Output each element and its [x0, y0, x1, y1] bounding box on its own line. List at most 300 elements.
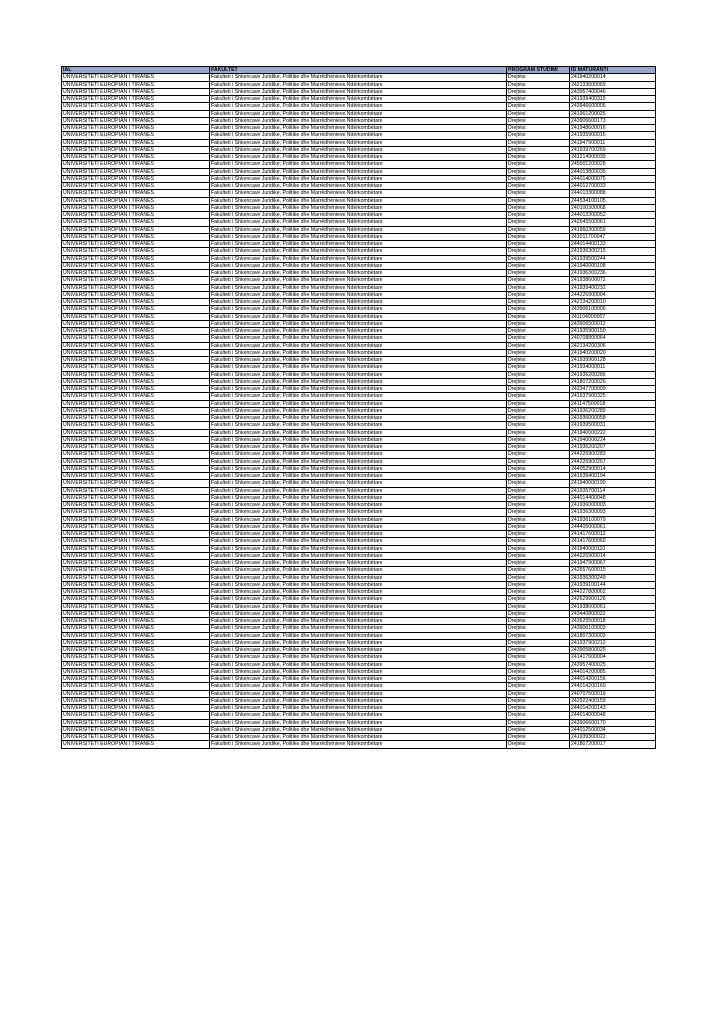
cell-id-maturanti[interactable]: 241936300093: [570, 509, 656, 516]
cell-ial[interactable]: UNIVERSITETI EUROPIAN I TIRANËS: [62, 676, 210, 683]
cell-program-studimi[interactable]: Drejtësi: [507, 226, 570, 233]
cell-id-maturanti[interactable]: 241940200020: [570, 349, 656, 356]
cell-id-maturanti[interactable]: 242133600069: [570, 81, 656, 88]
cell-ial[interactable]: UNIVERSITETI EUROPIAN I TIRANËS: [62, 516, 210, 523]
cell-id-maturanti[interactable]: 241939300022: [570, 734, 656, 741]
cell-ial[interactable]: UNIVERSITETI EUROPIAN I TIRANËS: [62, 625, 210, 632]
cell-ial[interactable]: UNIVERSITETI EUROPIAN I TIRANËS: [62, 480, 210, 487]
cell-program-studimi[interactable]: Drejtësi: [507, 494, 570, 501]
cell-fakultet[interactable]: Fakulteti i Shkencave Juridike, Politike dhe Marrëdhënieve Ndërkombëtare: [210, 306, 507, 313]
cell-program-studimi[interactable]: Drejtësi: [507, 451, 570, 458]
cell-id-maturanti[interactable]: 245001200028: [570, 161, 656, 168]
cell-program-studimi[interactable]: Drejtësi: [507, 146, 570, 153]
cell-id-maturanti[interactable]: 243957400025: [570, 661, 656, 668]
cell-id-maturanti[interactable]: 244014200160: [570, 683, 656, 690]
cell-fakultet[interactable]: Fakulteti i Shkencave Juridike, Politike dhe Marrëdhënieve Ndërkombëtare: [210, 277, 507, 284]
cell-program-studimi[interactable]: Drejtësi: [507, 219, 570, 226]
cell-fakultet[interactable]: Fakulteti i Shkencave Juridike, Politike dhe Marrëdhënieve Ndërkombëtare: [210, 473, 507, 480]
cell-id-maturanti[interactable]: 243625500018: [570, 618, 656, 625]
cell-fakultet[interactable]: Fakulteti i Shkencave Juridike, Politike dhe Marrëdhënieve Ndërkombëtare: [210, 313, 507, 320]
cell-ial[interactable]: UNIVERSITETI EUROPIAN I TIRANËS: [62, 415, 210, 422]
cell-id-maturanti[interactable]: 241807300003: [570, 632, 656, 639]
cell-id-maturanti[interactable]: 244052900014: [570, 465, 656, 472]
cell-program-studimi[interactable]: Drejtësi: [507, 560, 570, 567]
cell-program-studimi[interactable]: Drejtësi: [507, 407, 570, 414]
cell-id-maturanti[interactable]: 240707500019: [570, 690, 656, 697]
cell-program-studimi[interactable]: Drejtësi: [507, 161, 570, 168]
cell-fakultet[interactable]: Fakulteti i Shkencave Juridike, Politike dhe Marrëdhënieve Ndërkombëtare: [210, 429, 507, 436]
cell-id-maturanti[interactable]: 241937900212: [570, 639, 656, 646]
cell-fakultet[interactable]: Fakulteti i Shkencave Juridike, Politike dhe Marrëdhënieve Ndërkombëtare: [210, 610, 507, 617]
cell-ial[interactable]: UNIVERSITETI EUROPIAN I TIRANËS: [62, 255, 210, 262]
cell-id-maturanti[interactable]: 244014200085: [570, 668, 656, 675]
cell-program-studimi[interactable]: Drejtësi: [507, 705, 570, 712]
cell-fakultet[interactable]: Fakulteti i Shkencave Juridike, Politike dhe Marrëdhënieve Ndërkombëtare: [210, 618, 507, 625]
cell-ial[interactable]: UNIVERSITETI EUROPIAN I TIRANËS: [62, 393, 210, 400]
cell-id-maturanti[interactable]: 241939900128: [570, 357, 656, 364]
cell-ial[interactable]: UNIVERSITETI EUROPIAN I TIRANËS: [62, 88, 210, 95]
cell-ial[interactable]: UNIVERSITETI EUROPIAN I TIRANËS: [62, 154, 210, 161]
cell-id-maturanti[interactable]: 242629900126: [570, 596, 656, 603]
cell-fakultet[interactable]: Fakulteti i Shkencave Juridike, Politike dhe Marrëdhënieve Ndërkombëtare: [210, 639, 507, 646]
cell-id-maturanti[interactable]: 241948600016: [570, 125, 656, 132]
cell-ial[interactable]: UNIVERSITETI EUROPIAN I TIRANËS: [62, 132, 210, 139]
cell-ial[interactable]: UNIVERSITETI EUROPIAN I TIRANËS: [62, 386, 210, 393]
cell-program-studimi[interactable]: Drejtësi: [507, 639, 570, 646]
cell-fakultet[interactable]: Fakulteti i Shkencave Juridike, Politike dhe Marrëdhënieve Ndërkombëtare: [210, 139, 507, 146]
cell-program-studimi[interactable]: Drejtësi: [507, 422, 570, 429]
cell-program-studimi[interactable]: Drejtësi: [507, 661, 570, 668]
cell-fakultet[interactable]: Fakulteti i Shkencave Juridike, Politike dhe Marrëdhënieve Ndërkombëtare: [210, 88, 507, 95]
cell-ial[interactable]: UNIVERSITETI EUROPIAN I TIRANËS: [62, 726, 210, 733]
cell-fakultet[interactable]: Fakulteti i Shkencave Juridike, Politike dhe Marrëdhënieve Ndërkombëtare: [210, 596, 507, 603]
cell-ial[interactable]: UNIVERSITETI EUROPIAN I TIRANËS: [62, 632, 210, 639]
cell-id-maturanti[interactable]: 244014200143: [570, 705, 656, 712]
cell-fakultet[interactable]: Fakulteti i Shkencave Juridike, Politike dhe Marrëdhënieve Ndërkombëtare: [210, 154, 507, 161]
cell-fakultet[interactable]: Fakulteti i Shkencave Juridike, Politike dhe Marrëdhënieve Ndërkombëtare: [210, 523, 507, 530]
cell-fakultet[interactable]: Fakulteti i Shkencave Juridike, Politike dhe Marrëdhënieve Ndërkombëtare: [210, 190, 507, 197]
cell-program-studimi[interactable]: Drejtësi: [507, 393, 570, 400]
cell-program-studimi[interactable]: Drejtësi: [507, 154, 570, 161]
cell-fakultet[interactable]: Fakulteti i Shkencave Juridike, Politike dhe Marrëdhënieve Ndërkombëtare: [210, 494, 507, 501]
cell-ial[interactable]: UNIVERSITETI EUROPIAN I TIRANËS: [62, 523, 210, 530]
cell-fakultet[interactable]: Fakulteti i Shkencave Juridike, Politike dhe Marrëdhënieve Ndërkombëtare: [210, 407, 507, 414]
cell-id-maturanti[interactable]: 241417600060: [570, 538, 656, 545]
cell-fakultet[interactable]: Fakulteti i Shkencave Juridike, Politike dhe Marrëdhënieve Ndërkombëtare: [210, 81, 507, 88]
cell-program-studimi[interactable]: Drejtësi: [507, 734, 570, 741]
cell-ial[interactable]: UNIVERSITETI EUROPIAN I TIRANËS: [62, 465, 210, 472]
cell-ial[interactable]: UNIVERSITETI EUROPIAN I TIRANËS: [62, 697, 210, 704]
cell-program-studimi[interactable]: Drejtësi: [507, 458, 570, 465]
cell-id-maturanti[interactable]: 240100300068: [570, 204, 656, 211]
cell-program-studimi[interactable]: Drejtësi: [507, 632, 570, 639]
cell-fakultet[interactable]: Fakulteti i Shkencave Juridike, Politike dhe Marrëdhënieve Ndërkombëtare: [210, 487, 507, 494]
cell-ial[interactable]: UNIVERSITETI EUROPIAN I TIRANËS: [62, 313, 210, 320]
cell-id-maturanti[interactable]: 243905800025: [570, 647, 656, 654]
column-header-program-studimi[interactable]: PROGRAM STUDIMI: [507, 67, 570, 74]
cell-id-maturanti[interactable]: 241936200289: [570, 407, 656, 414]
cell-program-studimi[interactable]: Drejtësi: [507, 596, 570, 603]
cell-program-studimi[interactable]: Drejtësi: [507, 197, 570, 204]
cell-program-studimi[interactable]: Drejtësi: [507, 726, 570, 733]
cell-fakultet[interactable]: Fakulteti i Shkencave Juridike, Politike dhe Marrëdhënieve Ndërkombëtare: [210, 183, 507, 190]
cell-program-studimi[interactable]: Drejtësi: [507, 168, 570, 175]
cell-ial[interactable]: UNIVERSITETI EUROPIAN I TIRANËS: [62, 349, 210, 356]
cell-id-maturanti[interactable]: 243957400046: [570, 88, 656, 95]
cell-program-studimi[interactable]: Drejtësi: [507, 480, 570, 487]
cell-id-maturanti[interactable]: 241936200286: [570, 371, 656, 378]
cell-id-maturanti[interactable]: 241936300249: [570, 574, 656, 581]
cell-program-studimi[interactable]: Drejtësi: [507, 364, 570, 371]
cell-ial[interactable]: UNIVERSITETI EUROPIAN I TIRANËS: [62, 487, 210, 494]
cell-id-maturanti[interactable]: 241935900015: [570, 132, 656, 139]
cell-fakultet[interactable]: Fakulteti i Shkencave Juridike, Politike dhe Marrëdhënieve Ndërkombëtare: [210, 161, 507, 168]
cell-ial[interactable]: UNIVERSITETI EUROPIAN I TIRANËS: [62, 567, 210, 574]
cell-fakultet[interactable]: Fakulteti i Shkencave Juridike, Politike dhe Marrëdhënieve Ndërkombëtare: [210, 458, 507, 465]
cell-ial[interactable]: UNIVERSITETI EUROPIAN I TIRANËS: [62, 531, 210, 538]
cell-ial[interactable]: UNIVERSITETI EUROPIAN I TIRANËS: [62, 502, 210, 509]
cell-fakultet[interactable]: Fakulteti i Shkencave Juridike, Politike dhe Marrëdhënieve Ndërkombëtare: [210, 270, 507, 277]
cell-ial[interactable]: UNIVERSITETI EUROPIAN I TIRANËS: [62, 197, 210, 204]
cell-fakultet[interactable]: Fakulteti i Shkencave Juridike, Politike dhe Marrëdhënieve Ndërkombëtare: [210, 378, 507, 385]
cell-id-maturanti[interactable]: 244014000075: [570, 175, 656, 182]
cell-fakultet[interactable]: Fakulteti i Shkencave Juridike, Politike dhe Marrëdhënieve Ndërkombëtare: [210, 328, 507, 335]
cell-id-maturanti[interactable]: 244226900283: [570, 451, 656, 458]
cell-program-studimi[interactable]: Drejtësi: [507, 88, 570, 95]
cell-program-studimi[interactable]: Drejtësi: [507, 328, 570, 335]
cell-id-maturanti[interactable]: 241936300215: [570, 248, 656, 255]
cell-id-maturanti[interactable]: 244014400133: [570, 241, 656, 248]
cell-fakultet[interactable]: Fakulteti i Shkencave Juridike, Politike dhe Marrëdhënieve Ndërkombëtare: [210, 212, 507, 219]
cell-id-maturanti[interactable]: 241936100079: [570, 516, 656, 523]
cell-fakultet[interactable]: Fakulteti i Shkencave Juridike, Politike dhe Marrëdhënieve Ndërkombëtare: [210, 538, 507, 545]
cell-id-maturanti[interactable]: 241937900325: [570, 393, 656, 400]
cell-program-studimi[interactable]: Drejtësi: [507, 473, 570, 480]
cell-fakultet[interactable]: Fakulteti i Shkencave Juridike, Politike dhe Marrëdhënieve Ndërkombëtare: [210, 226, 507, 233]
cell-program-studimi[interactable]: Drejtësi: [507, 625, 570, 632]
cell-program-studimi[interactable]: Drejtësi: [507, 719, 570, 726]
cell-ial[interactable]: UNIVERSITETI EUROPIAN I TIRANËS: [62, 364, 210, 371]
cell-fakultet[interactable]: Fakulteti i Shkencave Juridike, Politike dhe Marrëdhënieve Ndërkombëtare: [210, 465, 507, 472]
cell-fakultet[interactable]: Fakulteti i Shkencave Juridike, Politike dhe Marrëdhënieve Ndërkombëtare: [210, 480, 507, 487]
cell-program-studimi[interactable]: Drejtësi: [507, 212, 570, 219]
cell-ial[interactable]: UNIVERSITETI EUROPIAN I TIRANËS: [62, 299, 210, 306]
cell-id-maturanti[interactable]: 241939700269: [570, 146, 656, 153]
cell-ial[interactable]: UNIVERSITETI EUROPIAN I TIRANËS: [62, 328, 210, 335]
cell-id-maturanti[interactable]: 241807200026: [570, 378, 656, 385]
cell-program-studimi[interactable]: Drejtësi: [507, 676, 570, 683]
cell-ial[interactable]: UNIVERSITETI EUROPIAN I TIRANËS: [62, 610, 210, 617]
cell-id-maturanti[interactable]: 243906100003: [570, 625, 656, 632]
cell-program-studimi[interactable]: Drejtësi: [507, 81, 570, 88]
cell-program-studimi[interactable]: Drejtësi: [507, 74, 570, 81]
cell-program-studimi[interactable]: Drejtësi: [507, 277, 570, 284]
cell-fakultet[interactable]: Fakulteti i Shkencave Juridike, Politike dhe Marrëdhënieve Ndërkombëtare: [210, 436, 507, 443]
cell-ial[interactable]: UNIVERSITETI EUROPIAN I TIRANËS: [62, 552, 210, 559]
cell-id-maturanti[interactable]: 241417600004: [570, 654, 656, 661]
cell-id-maturanti[interactable]: 242134200306: [570, 342, 656, 349]
cell-ial[interactable]: UNIVERSITETI EUROPIAN I TIRANËS: [62, 473, 210, 480]
cell-ial[interactable]: UNIVERSITETI EUROPIAN I TIRANËS: [62, 117, 210, 124]
column-header-id-maturanti[interactable]: ID MATURANTI: [570, 67, 656, 74]
cell-id-maturanti[interactable]: 241940000222: [570, 429, 656, 436]
cell-ial[interactable]: UNIVERSITETI EUROPIAN I TIRANËS: [62, 183, 210, 190]
cell-program-studimi[interactable]: Drejtësi: [507, 603, 570, 610]
cell-program-studimi[interactable]: Drejtësi: [507, 204, 570, 211]
cell-id-maturanti[interactable]: 241936000058: [570, 415, 656, 422]
cell-ial[interactable]: UNIVERSITETI EUROPIAN I TIRANËS: [62, 509, 210, 516]
cell-fakultet[interactable]: Fakulteti i Shkencave Juridike, Politike dhe Marrëdhënieve Ndërkombëtare: [210, 342, 507, 349]
cell-ial[interactable]: UNIVERSITETI EUROPIAN I TIRANËS: [62, 161, 210, 168]
cell-id-maturanti[interactable]: 241934000011: [570, 364, 656, 371]
cell-id-maturanti[interactable]: 241936200207: [570, 444, 656, 451]
cell-ial[interactable]: UNIVERSITETI EUROPIAN I TIRANËS: [62, 335, 210, 342]
cell-program-studimi[interactable]: Drejtësi: [507, 502, 570, 509]
cell-ial[interactable]: UNIVERSITETI EUROPIAN I TIRANËS: [62, 596, 210, 603]
column-header-ial[interactable]: IAL: [62, 67, 210, 74]
cell-program-studimi[interactable]: Drejtësi: [507, 415, 570, 422]
cell-ial[interactable]: UNIVERSITETI EUROPIAN I TIRANËS: [62, 212, 210, 219]
cell-ial[interactable]: UNIVERSITETI EUROPIAN I TIRANËS: [62, 342, 210, 349]
cell-id-maturanti[interactable]: 242645500061: [570, 219, 656, 226]
cell-program-studimi[interactable]: Drejtësi: [507, 110, 570, 117]
cell-program-studimi[interactable]: Drejtësi: [507, 654, 570, 661]
cell-ial[interactable]: UNIVERSITETI EUROPIAN I TIRANËS: [62, 219, 210, 226]
cell-fakultet[interactable]: Fakulteti i Shkencave Juridike, Politike dhe Marrëdhënieve Ndërkombëtare: [210, 697, 507, 704]
cell-fakultet[interactable]: Fakulteti i Shkencave Juridike, Politike dhe Marrëdhënieve Ndërkombëtare: [210, 654, 507, 661]
cell-fakultet[interactable]: Fakulteti i Shkencave Juridike, Politike dhe Marrëdhënieve Ndërkombëtare: [210, 741, 507, 748]
cell-fakultet[interactable]: Fakulteti i Shkencave Juridike, Politike dhe Marrëdhënieve Ndërkombëtare: [210, 603, 507, 610]
cell-program-studimi[interactable]: Drejtësi: [507, 183, 570, 190]
cell-id-maturanti[interactable]: 243906100006: [570, 306, 656, 313]
cell-id-maturanti[interactable]: 241936000003: [570, 502, 656, 509]
cell-fakultet[interactable]: Fakulteti i Shkencave Juridike, Politike dhe Marrëdhënieve Ndërkombëtare: [210, 683, 507, 690]
cell-ial[interactable]: UNIVERSITETI EUROPIAN I TIRANËS: [62, 661, 210, 668]
cell-program-studimi[interactable]: Drejtësi: [507, 291, 570, 298]
cell-program-studimi[interactable]: Drejtësi: [507, 741, 570, 748]
cell-program-studimi[interactable]: Drejtësi: [507, 618, 570, 625]
cell-id-maturanti[interactable]: 241940000108: [570, 262, 656, 269]
cell-ial[interactable]: UNIVERSITETI EUROPIAN I TIRANËS: [62, 125, 210, 132]
cell-fakultet[interactable]: Fakulteti i Shkencave Juridike, Politike dhe Marrëdhënieve Ndërkombëtare: [210, 625, 507, 632]
cell-id-maturanti[interactable]: 244405000061: [570, 523, 656, 530]
cell-ial[interactable]: UNIVERSITETI EUROPIAN I TIRANËS: [62, 618, 210, 625]
cell-fakultet[interactable]: Fakulteti i Shkencave Juridike, Politike dhe Marrëdhënieve Ndërkombëtare: [210, 74, 507, 81]
cell-ial[interactable]: UNIVERSITETI EUROPIAN I TIRANËS: [62, 668, 210, 675]
cell-id-maturanti[interactable]: 244014200156: [570, 676, 656, 683]
cell-ial[interactable]: UNIVERSITETI EUROPIAN I TIRANËS: [62, 400, 210, 407]
cell-fakultet[interactable]: Fakulteti i Shkencave Juridike, Politike dhe Marrëdhënieve Ndërkombëtare: [210, 364, 507, 371]
cell-id-maturanti[interactable]: 241960300059: [570, 226, 656, 233]
cell-id-maturanti[interactable]: 244013800035: [570, 168, 656, 175]
cell-fakultet[interactable]: Fakulteti i Shkencave Juridike, Politike dhe Marrëdhënieve Ndërkombëtare: [210, 110, 507, 117]
cell-fakultet[interactable]: Fakulteti i Shkencave Juridike, Politike dhe Marrëdhënieve Ndërkombëtare: [210, 103, 507, 110]
cell-ial[interactable]: UNIVERSITETI EUROPIAN I TIRANËS: [62, 248, 210, 255]
cell-id-maturanti[interactable]: 244227800062: [570, 589, 656, 596]
cell-fakultet[interactable]: Fakulteti i Shkencave Juridike, Politike dhe Marrëdhënieve Ndërkombëtare: [210, 320, 507, 327]
cell-ial[interactable]: UNIVERSITETI EUROPIAN I TIRANËS: [62, 603, 210, 610]
cell-ial[interactable]: UNIVERSITETI EUROPIAN I TIRANËS: [62, 458, 210, 465]
cell-ial[interactable]: UNIVERSITETI EUROPIAN I TIRANËS: [62, 233, 210, 240]
cell-ial[interactable]: UNIVERSITETI EUROPIAN I TIRANËS: [62, 103, 210, 110]
cell-program-studimi[interactable]: Drejtësi: [507, 444, 570, 451]
cell-ial[interactable]: UNIVERSITETI EUROPIAN I TIRANËS: [62, 291, 210, 298]
cell-program-studimi[interactable]: Drejtësi: [507, 96, 570, 103]
cell-fakultet[interactable]: Fakulteti i Shkencave Juridike, Politike dhe Marrëdhënieve Ndërkombëtare: [210, 96, 507, 103]
cell-ial[interactable]: UNIVERSITETI EUROPIAN I TIRANËS: [62, 378, 210, 385]
cell-id-maturanti[interactable]: 244014000048: [570, 712, 656, 719]
cell-program-studimi[interactable]: Drejtësi: [507, 241, 570, 248]
cell-id-maturanti[interactable]: 242922400159: [570, 697, 656, 704]
cell-fakultet[interactable]: Fakulteti i Shkencave Juridike, Politike dhe Marrëdhënieve Ndërkombëtare: [210, 349, 507, 356]
cell-ial[interactable]: UNIVERSITETI EUROPIAN I TIRANËS: [62, 734, 210, 741]
cell-program-studimi[interactable]: Drejtësi: [507, 690, 570, 697]
cell-fakultet[interactable]: Fakulteti i Shkencave Juridike, Politike dhe Marrëdhënieve Ndërkombëtare: [210, 386, 507, 393]
cell-program-studimi[interactable]: Drejtësi: [507, 103, 570, 110]
cell-program-studimi[interactable]: Drejtësi: [507, 190, 570, 197]
cell-ial[interactable]: UNIVERSITETI EUROPIAN I TIRANËS: [62, 226, 210, 233]
cell-fakultet[interactable]: Fakulteti i Shkencave Juridike, Politike dhe Marrëdhënieve Ndërkombëtare: [210, 255, 507, 262]
cell-program-studimi[interactable]: Drejtësi: [507, 335, 570, 342]
cell-fakultet[interactable]: Fakulteti i Shkencave Juridike, Politike dhe Marrëdhënieve Ndërkombëtare: [210, 117, 507, 124]
cell-id-maturanti[interactable]: 241935700114: [570, 487, 656, 494]
cell-id-maturanti[interactable]: 244226900014: [570, 552, 656, 559]
cell-id-maturanti[interactable]: 241147500018: [570, 400, 656, 407]
cell-id-maturanti[interactable]: 241011700047: [570, 233, 656, 240]
cell-id-maturanti[interactable]: 243906600173: [570, 117, 656, 124]
cell-fakultet[interactable]: Fakulteti i Shkencave Juridike, Politike dhe Marrëdhënieve Ndërkombëtare: [210, 132, 507, 139]
cell-fakultet[interactable]: Fakulteti i Shkencave Juridike, Politike dhe Marrëdhënieve Ndërkombëtare: [210, 712, 507, 719]
cell-fakultet[interactable]: Fakulteti i Shkencave Juridike, Politike dhe Marrëdhënieve Ndërkombëtare: [210, 676, 507, 683]
cell-ial[interactable]: UNIVERSITETI EUROPIAN I TIRANËS: [62, 407, 210, 414]
cell-fakultet[interactable]: Fakulteti i Shkencave Juridike, Politike dhe Marrëdhënieve Ndërkombëtare: [210, 284, 507, 291]
cell-ial[interactable]: UNIVERSITETI EUROPIAN I TIRANËS: [62, 110, 210, 117]
cell-fakultet[interactable]: Fakulteti i Shkencave Juridike, Politike dhe Marrëdhënieve Ndërkombëtare: [210, 509, 507, 516]
cell-ial[interactable]: UNIVERSITETI EUROPIAN I TIRANËS: [62, 436, 210, 443]
cell-ial[interactable]: UNIVERSITETI EUROPIAN I TIRANËS: [62, 683, 210, 690]
cell-ial[interactable]: UNIVERSITETI EUROPIAN I TIRANËS: [62, 741, 210, 748]
cell-id-maturanti[interactable]: 241939500031: [570, 422, 656, 429]
cell-fakultet[interactable]: Fakulteti i Shkencave Juridike, Politike dhe Marrëdhënieve Ndërkombëtare: [210, 668, 507, 675]
cell-program-studimi[interactable]: Drejtësi: [507, 117, 570, 124]
cell-id-maturanti[interactable]: 244226900267: [570, 458, 656, 465]
cell-ial[interactable]: UNIVERSITETI EUROPIAN I TIRANËS: [62, 74, 210, 81]
cell-id-maturanti[interactable]: 241935900150: [570, 328, 656, 335]
cell-program-studimi[interactable]: Drejtësi: [507, 270, 570, 277]
cell-program-studimi[interactable]: Drejtësi: [507, 538, 570, 545]
cell-program-studimi[interactable]: Drejtësi: [507, 429, 570, 436]
cell-program-studimi[interactable]: Drejtësi: [507, 465, 570, 472]
cell-fakultet[interactable]: Fakulteti i Shkencave Juridike, Politike dhe Marrëdhënieve Ndërkombëtare: [210, 204, 507, 211]
cell-fakultet[interactable]: Fakulteti i Shkencave Juridike, Politike dhe Marrëdhënieve Ndërkombëtare: [210, 291, 507, 298]
cell-ial[interactable]: UNIVERSITETI EUROPIAN I TIRANËS: [62, 589, 210, 596]
cell-ial[interactable]: UNIVERSITETI EUROPIAN I TIRANËS: [62, 719, 210, 726]
cell-id-maturanti[interactable]: 241214900039: [570, 154, 656, 161]
cell-fakultet[interactable]: Fakulteti i Shkencave Juridike, Politike dhe Marrëdhënieve Ndërkombëtare: [210, 552, 507, 559]
cell-fakultet[interactable]: Fakulteti i Shkencave Juridike, Politike dhe Marrëdhënieve Ndërkombëtare: [210, 574, 507, 581]
cell-ial[interactable]: UNIVERSITETI EUROPIAN I TIRANËS: [62, 545, 210, 552]
cell-ial[interactable]: UNIVERSITETI EUROPIAN I TIRANËS: [62, 444, 210, 451]
cell-program-studimi[interactable]: Drejtësi: [507, 378, 570, 385]
cell-id-maturanti[interactable]: 241939400232: [570, 284, 656, 291]
cell-ial[interactable]: UNIVERSITETI EUROPIAN I TIRANËS: [62, 429, 210, 436]
cell-program-studimi[interactable]: Drejtësi: [507, 125, 570, 132]
cell-id-maturanti[interactable]: 244014400048: [570, 494, 656, 501]
cell-program-studimi[interactable]: Drejtësi: [507, 400, 570, 407]
cell-program-studimi[interactable]: Drejtësi: [507, 299, 570, 306]
cell-program-studimi[interactable]: Drejtësi: [507, 349, 570, 356]
cell-id-maturanti[interactable]: 244012500034: [570, 726, 656, 733]
cell-id-maturanti[interactable]: 241947900067: [570, 560, 656, 567]
cell-ial[interactable]: UNIVERSITETI EUROPIAN I TIRANËS: [62, 175, 210, 182]
cell-ial[interactable]: UNIVERSITETI EUROPIAN I TIRANËS: [62, 357, 210, 364]
cell-ial[interactable]: UNIVERSITETI EUROPIAN I TIRANËS: [62, 654, 210, 661]
cell-fakultet[interactable]: Fakulteti i Shkencave Juridike, Politike dhe Marrëdhënieve Ndërkombëtare: [210, 125, 507, 132]
cell-program-studimi[interactable]: Drejtësi: [507, 523, 570, 530]
cell-ial[interactable]: UNIVERSITETI EUROPIAN I TIRANËS: [62, 560, 210, 567]
cell-ial[interactable]: UNIVERSITETI EUROPIAN I TIRANËS: [62, 712, 210, 719]
cell-ial[interactable]: UNIVERSITETI EUROPIAN I TIRANËS: [62, 168, 210, 175]
cell-id-maturanti[interactable]: 241939100144: [570, 581, 656, 588]
cell-program-studimi[interactable]: Drejtësi: [507, 132, 570, 139]
cell-program-studimi[interactable]: Drejtësi: [507, 581, 570, 588]
cell-program-studimi[interactable]: Drejtësi: [507, 284, 570, 291]
cell-program-studimi[interactable]: Drejtësi: [507, 436, 570, 443]
cell-fakultet[interactable]: Fakulteti i Shkencave Juridike, Politike dhe Marrëdhënieve Ndërkombëtare: [210, 581, 507, 588]
cell-id-maturanti[interactable]: 242657600015: [570, 567, 656, 574]
cell-ial[interactable]: UNIVERSITETI EUROPIAN I TIRANËS: [62, 574, 210, 581]
cell-ial[interactable]: UNIVERSITETI EUROPIAN I TIRANËS: [62, 451, 210, 458]
cell-program-studimi[interactable]: Drejtësi: [507, 668, 570, 675]
cell-id-maturanti[interactable]: 243906500012: [570, 320, 656, 327]
cell-program-studimi[interactable]: Drejtësi: [507, 248, 570, 255]
cell-id-maturanti[interactable]: 241940200014: [570, 74, 656, 81]
cell-ial[interactable]: UNIVERSITETI EUROPIAN I TIRANËS: [62, 581, 210, 588]
cell-fakultet[interactable]: Fakulteti i Shkencave Juridike, Politike dhe Marrëdhënieve Ndërkombëtare: [210, 393, 507, 400]
cell-fakultet[interactable]: Fakulteti i Shkencave Juridike, Politike dhe Marrëdhënieve Ndërkombëtare: [210, 444, 507, 451]
cell-ial[interactable]: UNIVERSITETI EUROPIAN I TIRANËS: [62, 96, 210, 103]
cell-program-studimi[interactable]: Drejtësi: [507, 255, 570, 262]
cell-id-maturanti[interactable]: 243440800022: [570, 610, 656, 617]
cell-ial[interactable]: UNIVERSITETI EUROPIAN I TIRANËS: [62, 306, 210, 313]
cell-ial[interactable]: UNIVERSITETI EUROPIAN I TIRANËS: [62, 270, 210, 277]
cell-id-maturanti[interactable]: 243946600005: [570, 103, 656, 110]
cell-ial[interactable]: UNIVERSITETI EUROPIAN I TIRANËS: [62, 371, 210, 378]
cell-id-maturanti[interactable]: 243906600170: [570, 719, 656, 726]
cell-program-studimi[interactable]: Drejtësi: [507, 233, 570, 240]
cell-fakultet[interactable]: Fakulteti i Shkencave Juridike, Politike dhe Marrëdhënieve Ndërkombëtare: [210, 560, 507, 567]
cell-fakultet[interactable]: Fakulteti i Shkencave Juridike, Politike dhe Marrëdhënieve Ndërkombëtare: [210, 175, 507, 182]
cell-fakultet[interactable]: Fakulteti i Shkencave Juridike, Politike dhe Marrëdhënieve Ndërkombëtare: [210, 647, 507, 654]
cell-program-studimi[interactable]: Drejtësi: [507, 531, 570, 538]
cell-fakultet[interactable]: Fakulteti i Shkencave Juridike, Politike dhe Marrëdhënieve Ndërkombëtare: [210, 531, 507, 538]
cell-id-maturanti[interactable]: 241938600072: [570, 277, 656, 284]
cell-fakultet[interactable]: Fakulteti i Shkencave Juridike, Politike dhe Marrëdhënieve Ndërkombëtare: [210, 632, 507, 639]
cell-id-maturanti[interactable]: 241939400315: [570, 96, 656, 103]
cell-program-studimi[interactable]: Drejtësi: [507, 545, 570, 552]
cell-fakultet[interactable]: Fakulteti i Shkencave Juridike, Politike dhe Marrëdhënieve Ndërkombëtare: [210, 516, 507, 523]
cell-fakultet[interactable]: Fakulteti i Shkencave Juridike, Politike dhe Marrëdhënieve Ndërkombëtare: [210, 400, 507, 407]
cell-fakultet[interactable]: Fakulteti i Shkencave Juridike, Politike dhe Marrëdhënieve Ndërkombëtare: [210, 299, 507, 306]
cell-fakultet[interactable]: Fakulteti i Shkencave Juridike, Politike dhe Marrëdhënieve Ndërkombëtare: [210, 233, 507, 240]
cell-program-studimi[interactable]: Drejtësi: [507, 697, 570, 704]
cell-program-studimi[interactable]: Drejtësi: [507, 262, 570, 269]
cell-program-studimi[interactable]: Drejtësi: [507, 589, 570, 596]
cell-fakultet[interactable]: Fakulteti i Shkencave Juridike, Politike dhe Marrëdhënieve Ndërkombëtare: [210, 241, 507, 248]
cell-id-maturanti[interactable]: 244012700033: [570, 183, 656, 190]
cell-ial[interactable]: UNIVERSITETI EUROPIAN I TIRANËS: [62, 705, 210, 712]
cell-id-maturanti[interactable]: 241961200025: [570, 110, 656, 117]
